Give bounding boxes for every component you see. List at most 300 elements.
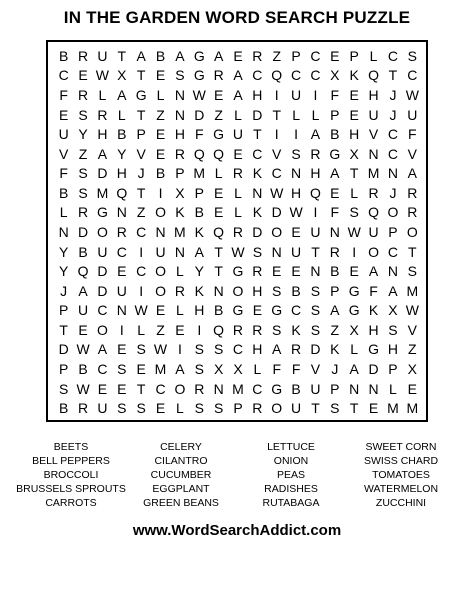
grid-letter[interactable]: I: [294, 126, 299, 143]
grid-letter[interactable]: U: [97, 47, 108, 64]
grid-letter[interactable]: G: [213, 126, 225, 143]
grid-letter[interactable]: Z: [272, 47, 281, 64]
grid-letter[interactable]: N: [213, 380, 224, 397]
grid-letter[interactable]: C: [252, 380, 263, 397]
grid-letter[interactable]: Y: [117, 145, 127, 162]
grid-letter[interactable]: A: [272, 341, 282, 358]
grid-letter[interactable]: E: [155, 145, 166, 162]
grid-letter[interactable]: K: [368, 302, 379, 319]
grid-letter[interactable]: S: [272, 321, 282, 338]
grid-letter[interactable]: O: [96, 223, 108, 240]
grid-letter[interactable]: E: [97, 380, 108, 397]
grid-letter[interactable]: H: [368, 86, 379, 103]
grid-letter[interactable]: H: [349, 126, 360, 143]
grid-letter[interactable]: S: [310, 282, 321, 299]
grid-letter[interactable]: G: [232, 263, 244, 280]
grid-letter[interactable]: L: [350, 341, 359, 358]
grid-letter[interactable]: L: [175, 263, 184, 280]
grid-letter[interactable]: L: [59, 204, 68, 221]
grid-letter[interactable]: C: [97, 302, 108, 319]
grid-letter[interactable]: Q: [77, 263, 89, 280]
grid-letter[interactable]: Q: [213, 321, 225, 338]
grid-letter[interactable]: A: [175, 47, 185, 64]
grid-letter[interactable]: K: [252, 165, 263, 182]
grid-letter[interactable]: R: [174, 145, 185, 162]
grid-letter[interactable]: W: [347, 223, 361, 240]
grid-letter[interactable]: T: [117, 47, 127, 64]
grid-letter[interactable]: B: [330, 263, 340, 280]
grid-letter[interactable]: P: [175, 165, 185, 182]
grid-letter[interactable]: E: [349, 263, 359, 280]
grid-letter[interactable]: E: [213, 184, 224, 201]
grid-letter[interactable]: R: [194, 380, 205, 397]
grid-letter[interactable]: G: [193, 47, 205, 64]
grid-letter[interactable]: B: [117, 126, 127, 143]
grid-letter[interactable]: E: [117, 380, 127, 397]
grid-letter[interactable]: B: [291, 282, 301, 299]
grid-letter[interactable]: C: [232, 341, 244, 358]
grid-letter[interactable]: L: [234, 204, 242, 221]
grid-letter[interactable]: S: [330, 400, 340, 417]
grid-letter[interactable]: D: [77, 223, 89, 240]
grid-letter[interactable]: B: [78, 361, 88, 378]
grid-letter[interactable]: N: [368, 380, 379, 397]
grid-letter[interactable]: B: [155, 165, 166, 182]
grid-letter[interactable]: E: [368, 400, 379, 417]
grid-letter[interactable]: R: [116, 223, 127, 240]
grid-letter[interactable]: Z: [136, 204, 146, 221]
grid-letter[interactable]: T: [388, 67, 398, 84]
grid-letter[interactable]: I: [352, 243, 357, 260]
grid-letter[interactable]: E: [233, 47, 243, 64]
grid-letter[interactable]: A: [233, 86, 243, 103]
grid-letter[interactable]: V: [368, 126, 379, 143]
grid-letter[interactable]: X: [117, 67, 127, 84]
grid-letter[interactable]: U: [155, 243, 166, 260]
grid-letter[interactable]: L: [175, 400, 184, 417]
grid-letter[interactable]: P: [59, 302, 69, 319]
grid-letter[interactable]: L: [137, 321, 146, 338]
grid-letter[interactable]: C: [387, 126, 398, 143]
grid-letter[interactable]: B: [291, 380, 301, 397]
grid-letter[interactable]: S: [194, 400, 204, 417]
grid-letter[interactable]: N: [116, 204, 127, 221]
grid-letter[interactable]: U: [368, 106, 379, 123]
grid-letter[interactable]: W: [76, 341, 90, 358]
grid-letter[interactable]: G: [193, 67, 205, 84]
grid-letter[interactable]: D: [97, 282, 108, 299]
grid-letter[interactable]: Z: [214, 106, 223, 123]
grid-letter[interactable]: O: [368, 243, 380, 260]
grid-letter[interactable]: C: [136, 263, 147, 280]
grid-letter[interactable]: R: [174, 282, 185, 299]
grid-letter[interactable]: W: [405, 302, 419, 319]
grid-letter[interactable]: Z: [156, 106, 165, 123]
grid-letter[interactable]: R: [77, 86, 89, 103]
grid-letter[interactable]: A: [407, 165, 417, 182]
grid-letter[interactable]: C: [387, 145, 398, 162]
grid-letter[interactable]: Z: [78, 145, 88, 162]
grid-letter[interactable]: P: [330, 282, 340, 299]
grid-letter[interactable]: S: [78, 165, 88, 182]
grid-letter[interactable]: F: [59, 165, 68, 182]
grid-letter[interactable]: I: [158, 184, 163, 201]
grid-letter[interactable]: I: [139, 282, 144, 299]
grid-letter[interactable]: X: [349, 145, 359, 162]
grid-letter[interactable]: X: [407, 361, 417, 378]
grid-letter[interactable]: K: [194, 282, 204, 299]
grid-letter[interactable]: M: [154, 361, 167, 378]
grid-letter[interactable]: U: [310, 380, 321, 397]
grid-letter[interactable]: I: [119, 321, 124, 338]
grid-letter[interactable]: P: [233, 400, 243, 417]
grid-letter[interactable]: E: [117, 263, 127, 280]
grid-letter[interactable]: T: [349, 165, 359, 182]
grid-letter[interactable]: U: [407, 106, 418, 123]
grid-letter[interactable]: Q: [116, 184, 128, 201]
grid-letter[interactable]: L: [369, 47, 378, 64]
grid-letter[interactable]: F: [59, 86, 68, 103]
grid-letter[interactable]: L: [98, 86, 107, 103]
grid-letter[interactable]: D: [271, 204, 282, 221]
grid-letter[interactable]: E: [213, 204, 224, 221]
grid-letter[interactable]: S: [213, 400, 224, 417]
grid-letter[interactable]: O: [155, 204, 166, 221]
grid-letter[interactable]: Y: [59, 243, 69, 260]
grid-letter[interactable]: Z: [330, 321, 340, 338]
grid-letter[interactable]: M: [367, 165, 380, 182]
grid-letter[interactable]: I: [274, 86, 279, 103]
grid-letter[interactable]: S: [78, 106, 88, 123]
grid-letter[interactable]: D: [310, 341, 321, 358]
grid-letter[interactable]: L: [311, 106, 320, 123]
grid-letter[interactable]: O: [96, 321, 108, 338]
grid-letter[interactable]: N: [291, 165, 302, 182]
grid-letter[interactable]: G: [232, 302, 244, 319]
grid-letter[interactable]: B: [59, 400, 69, 417]
grid-letter[interactable]: S: [136, 341, 146, 358]
grid-letter[interactable]: C: [407, 67, 418, 84]
grid-letter[interactable]: G: [271, 380, 283, 397]
grid-letter[interactable]: K: [194, 223, 204, 240]
grid-letter[interactable]: U: [97, 400, 108, 417]
grid-letter[interactable]: A: [97, 341, 108, 358]
grid-letter[interactable]: S: [59, 380, 69, 397]
grid-letter[interactable]: A: [330, 302, 340, 319]
grid-letter[interactable]: I: [139, 243, 144, 260]
grid-letter[interactable]: L: [292, 106, 300, 123]
grid-letter[interactable]: E: [155, 126, 166, 143]
grid-letter[interactable]: E: [78, 321, 88, 338]
grid-letter[interactable]: U: [291, 86, 302, 103]
grid-letter[interactable]: R: [97, 106, 108, 123]
grid-letter[interactable]: H: [194, 302, 205, 319]
grid-letter[interactable]: W: [192, 86, 206, 103]
grid-letter[interactable]: S: [407, 263, 417, 280]
grid-letter[interactable]: M: [96, 184, 109, 201]
grid-letter[interactable]: E: [155, 67, 166, 84]
grid-letter[interactable]: C: [271, 165, 282, 182]
grid-letter[interactable]: B: [155, 47, 166, 64]
grid-letter[interactable]: P: [136, 126, 146, 143]
grid-letter[interactable]: R: [252, 263, 263, 280]
grid-letter[interactable]: B: [213, 302, 224, 319]
grid-letter[interactable]: S: [117, 400, 127, 417]
grid-letter[interactable]: J: [389, 86, 397, 103]
grid-letter[interactable]: Q: [368, 67, 380, 84]
grid-letter[interactable]: O: [232, 282, 244, 299]
grid-letter[interactable]: S: [194, 361, 204, 378]
grid-letter[interactable]: T: [59, 321, 68, 338]
grid-letter[interactable]: S: [310, 302, 321, 319]
grid-letter[interactable]: E: [136, 361, 146, 378]
grid-letter[interactable]: D: [58, 341, 69, 358]
grid-letter[interactable]: T: [214, 243, 223, 260]
grid-letter[interactable]: C: [136, 223, 147, 240]
grid-letter[interactable]: J: [389, 184, 397, 201]
grid-letter[interactable]: E: [155, 400, 166, 417]
grid-letter[interactable]: L: [234, 106, 242, 123]
grid-letter[interactable]: D: [194, 106, 205, 123]
grid-letter[interactable]: E: [252, 302, 263, 319]
grid-letter[interactable]: R: [232, 165, 244, 182]
grid-letter[interactable]: W: [289, 204, 303, 221]
grid-letter[interactable]: A: [194, 243, 204, 260]
grid-letter[interactable]: L: [175, 302, 184, 319]
grid-letter[interactable]: C: [291, 302, 302, 319]
grid-letter[interactable]: G: [348, 302, 360, 319]
grid-letter[interactable]: F: [291, 361, 301, 378]
grid-letter[interactable]: U: [77, 302, 89, 319]
grid-letter[interactable]: L: [350, 184, 359, 201]
grid-letter[interactable]: S: [213, 341, 224, 358]
grid-letter[interactable]: R: [232, 223, 244, 240]
grid-letter[interactable]: R: [329, 243, 340, 260]
grid-letter[interactable]: W: [231, 243, 245, 260]
grid-letter[interactable]: U: [368, 223, 379, 240]
grid-letter[interactable]: E: [349, 106, 359, 123]
grid-letter[interactable]: N: [58, 223, 69, 240]
grid-letter[interactable]: R: [252, 321, 263, 338]
grid-letter[interactable]: A: [330, 165, 340, 182]
grid-letter[interactable]: V: [136, 145, 146, 162]
grid-letter[interactable]: T: [311, 400, 320, 417]
grid-letter[interactable]: C: [252, 145, 263, 162]
grid-letter[interactable]: H: [368, 321, 379, 338]
grid-letter[interactable]: D: [97, 165, 108, 182]
grid-letter[interactable]: B: [330, 126, 340, 143]
grid-letter[interactable]: S: [252, 243, 263, 260]
grid-letter[interactable]: B: [194, 204, 204, 221]
grid-letter[interactable]: R: [232, 321, 244, 338]
grid-letter[interactable]: S: [78, 184, 88, 201]
grid-letter[interactable]: A: [97, 145, 108, 162]
grid-letter[interactable]: Q: [271, 67, 283, 84]
grid-letter[interactable]: E: [155, 302, 166, 319]
grid-letter[interactable]: T: [272, 106, 281, 123]
grid-letter[interactable]: E: [78, 67, 88, 84]
grid-letter[interactable]: D: [252, 106, 263, 123]
grid-letter[interactable]: O: [174, 380, 186, 397]
grid-letter[interactable]: U: [97, 243, 108, 260]
grid-letter[interactable]: M: [232, 380, 244, 397]
grid-letter[interactable]: F: [330, 204, 340, 221]
grid-letter[interactable]: I: [274, 126, 279, 143]
grid-letter[interactable]: X: [175, 184, 185, 201]
grid-letter[interactable]: R: [368, 184, 379, 201]
grid-letter[interactable]: S: [175, 67, 185, 84]
grid-letter[interactable]: A: [349, 361, 359, 378]
grid-letter[interactable]: G: [348, 282, 360, 299]
grid-letter[interactable]: W: [76, 380, 90, 397]
grid-letter[interactable]: H: [174, 126, 185, 143]
grid-letter[interactable]: U: [291, 243, 302, 260]
grid-letter[interactable]: E: [291, 223, 301, 240]
grid-letter[interactable]: R: [407, 184, 418, 201]
grid-letter[interactable]: T: [136, 106, 146, 123]
grid-letter[interactable]: N: [174, 243, 185, 260]
grid-letter[interactable]: S: [388, 321, 398, 338]
grid-letter[interactable]: Y: [194, 263, 204, 280]
grid-letter[interactable]: W: [95, 67, 110, 84]
grid-letter[interactable]: I: [313, 204, 318, 221]
grid-letter[interactable]: E: [272, 263, 282, 280]
grid-letter[interactable]: U: [310, 223, 321, 240]
grid-letter[interactable]: C: [291, 67, 302, 84]
grid-letter[interactable]: A: [388, 282, 398, 299]
grid-letter[interactable]: O: [155, 282, 166, 299]
grid-letter[interactable]: E: [233, 145, 243, 162]
grid-letter[interactable]: R: [291, 341, 302, 358]
grid-letter[interactable]: A: [310, 126, 321, 143]
grid-letter[interactable]: O: [387, 204, 399, 221]
grid-letter[interactable]: T: [349, 400, 359, 417]
grid-letter[interactable]: K: [175, 204, 185, 221]
grid-letter[interactable]: D: [97, 263, 108, 280]
grid-letter[interactable]: R: [407, 204, 418, 221]
grid-letter[interactable]: N: [387, 263, 398, 280]
grid-letter[interactable]: X: [233, 361, 243, 378]
grid-letter[interactable]: B: [59, 47, 69, 64]
grid-letter[interactable]: H: [291, 184, 302, 201]
grid-letter[interactable]: P: [194, 184, 204, 201]
grid-letter[interactable]: G: [329, 145, 341, 162]
grid-letter[interactable]: F: [194, 126, 204, 143]
grid-letter[interactable]: F: [408, 126, 417, 143]
grid-letter[interactable]: A: [213, 47, 224, 64]
grid-letter[interactable]: H: [116, 165, 127, 182]
grid-letter[interactable]: V: [310, 361, 321, 378]
grid-letter[interactable]: V: [407, 145, 417, 162]
grid-letter[interactable]: Q: [213, 145, 225, 162]
grid-letter[interactable]: R: [213, 67, 224, 84]
grid-letter[interactable]: X: [213, 361, 224, 378]
grid-letter[interactable]: N: [174, 86, 185, 103]
grid-letter[interactable]: P: [349, 47, 359, 64]
grid-letter[interactable]: E: [59, 106, 69, 123]
grid-letter[interactable]: K: [349, 67, 359, 84]
grid-letter[interactable]: S: [136, 400, 146, 417]
grid-letter[interactable]: Q: [193, 145, 205, 162]
grid-letter[interactable]: P: [330, 380, 340, 397]
grid-letter[interactable]: E: [349, 86, 359, 103]
grid-letter[interactable]: G: [135, 86, 147, 103]
grid-letter[interactable]: D: [252, 223, 263, 240]
grid-letter[interactable]: N: [252, 184, 263, 201]
grid-letter[interactable]: T: [136, 67, 146, 84]
grid-letter[interactable]: L: [253, 361, 262, 378]
grid-letter[interactable]: E: [330, 47, 340, 64]
grid-letter[interactable]: C: [310, 67, 321, 84]
grid-letter[interactable]: A: [175, 361, 185, 378]
grid-letter[interactable]: C: [252, 67, 263, 84]
grid-letter[interactable]: P: [291, 47, 301, 64]
grid-letter[interactable]: A: [117, 86, 127, 103]
grid-letter[interactable]: T: [214, 263, 223, 280]
grid-letter[interactable]: T: [253, 126, 262, 143]
grid-letter[interactable]: P: [59, 361, 69, 378]
grid-letter[interactable]: E: [175, 321, 185, 338]
grid-letter[interactable]: M: [406, 282, 419, 299]
grid-letter[interactable]: C: [155, 380, 166, 397]
grid-letter[interactable]: N: [174, 106, 185, 123]
grid-letter[interactable]: E: [330, 184, 340, 201]
grid-letter[interactable]: R: [252, 400, 263, 417]
grid-letter[interactable]: M: [406, 400, 419, 417]
grid-letter[interactable]: C: [387, 47, 398, 64]
grid-letter[interactable]: E: [291, 263, 301, 280]
grid-letter[interactable]: V: [272, 145, 282, 162]
grid-letter[interactable]: A: [78, 282, 88, 299]
grid-letter[interactable]: H: [252, 86, 263, 103]
grid-letter[interactable]: C: [116, 243, 127, 260]
grid-letter[interactable]: F: [272, 361, 281, 378]
grid-letter[interactable]: B: [59, 184, 69, 201]
grid-letter[interactable]: T: [136, 380, 146, 397]
grid-letter[interactable]: O: [271, 400, 283, 417]
grid-letter[interactable]: P: [388, 223, 398, 240]
grid-letter[interactable]: J: [331, 361, 339, 378]
grid-letter[interactable]: S: [310, 321, 321, 338]
grid-letter[interactable]: L: [389, 380, 397, 397]
grid-letter[interactable]: F: [330, 86, 340, 103]
grid-letter[interactable]: I: [197, 321, 202, 338]
grid-letter[interactable]: N: [387, 165, 398, 182]
grid-letter[interactable]: X: [330, 67, 340, 84]
grid-letter[interactable]: K: [291, 321, 301, 338]
grid-letter[interactable]: O: [271, 223, 283, 240]
grid-letter[interactable]: J: [389, 106, 397, 123]
grid-letter[interactable]: U: [58, 126, 69, 143]
grid-letter[interactable]: W: [134, 302, 148, 319]
grid-letter[interactable]: P: [388, 361, 398, 378]
grid-letter[interactable]: C: [387, 243, 398, 260]
grid-letter[interactable]: H: [97, 126, 108, 143]
grid-letter[interactable]: H: [252, 282, 263, 299]
grid-letter[interactable]: Q: [310, 184, 321, 201]
grid-letter[interactable]: J: [137, 165, 145, 182]
grid-letter[interactable]: S: [117, 361, 127, 378]
grid-letter[interactable]: C: [58, 67, 69, 84]
grid-letter[interactable]: W: [153, 341, 168, 358]
grid-letter[interactable]: K: [330, 341, 340, 358]
grid-letter[interactable]: Z: [156, 321, 165, 338]
grid-letter[interactable]: O: [155, 263, 166, 280]
grid-letter[interactable]: M: [193, 165, 206, 182]
grid-letter[interactable]: H: [387, 341, 398, 358]
grid-letter[interactable]: N: [271, 243, 282, 260]
grid-letter[interactable]: S: [272, 282, 282, 299]
